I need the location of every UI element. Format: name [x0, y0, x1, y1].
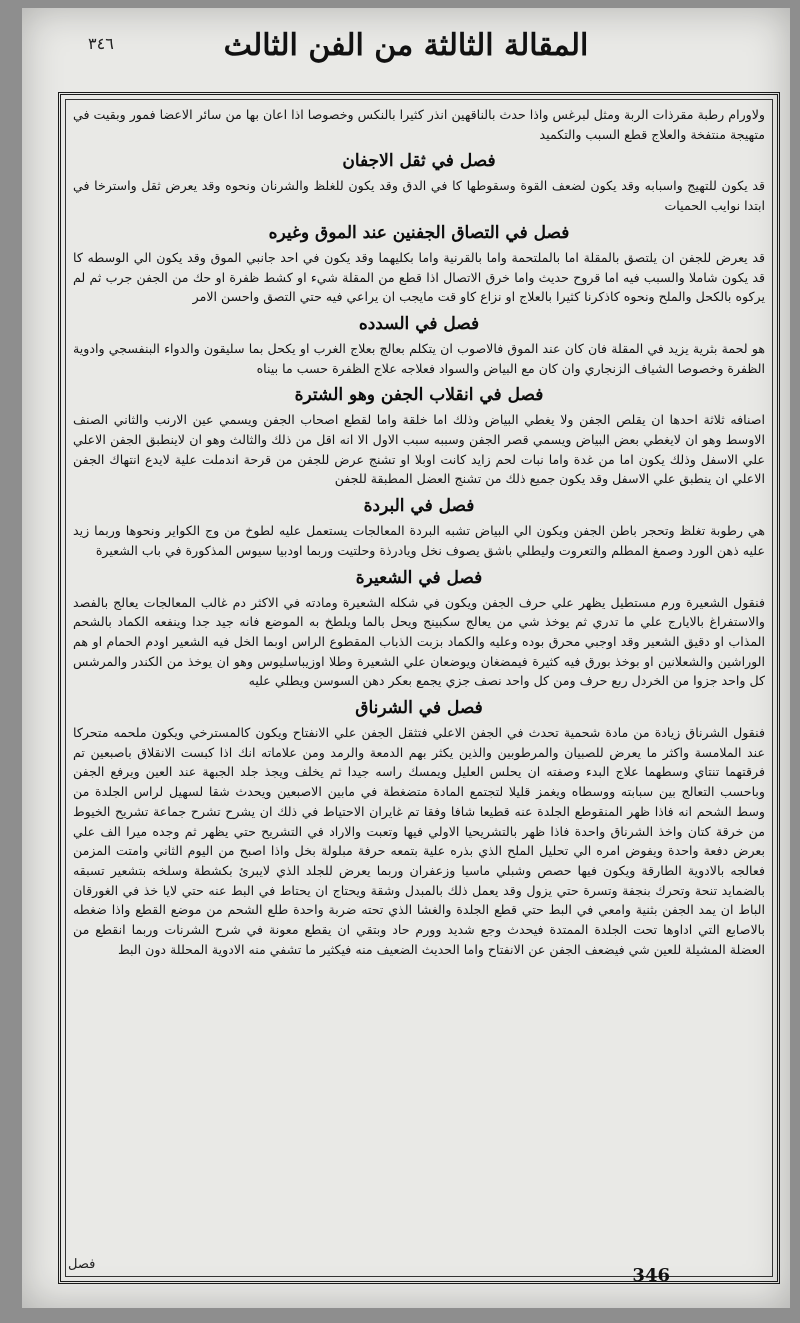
section-1 — [73, 148, 765, 215]
page-number-bottom: 346 — [632, 1265, 670, 1286]
section-heading: فصل في ثقل الاجفان — [342, 151, 496, 172]
section-7 — [73, 695, 765, 959]
section-heading: فصل في انقلاب الجفن وهو الشترة — [294, 385, 544, 406]
section-2 — [73, 220, 765, 307]
paragraph: قد يكون للتهيج واسبابه وقد يكون لضعف القوة وسقوطها كا في الدق وقد يكون للغلظ والشرنان ونحوه وقد يعرض ثقل واسترخا في ابتدا نوايب الحميات — [73, 178, 765, 214]
section-6 — [73, 565, 765, 692]
section-heading: فصل في الشرناق — [355, 698, 483, 719]
catchword: فصل — [68, 1257, 96, 1272]
running-head: المقالة الثالثة من الفن الثالث — [223, 28, 589, 63]
section-heading: فصل في الشعيرة — [355, 567, 483, 588]
page-body — [73, 105, 765, 1241]
section-heading: فصل في البردة — [363, 496, 475, 517]
paragraph: اصنافه ثلاثة احدها ان يقلص الجفن ولا يغطي البياض وذلك اما خلقة واما لقطع اصحاب الجفن ويسمي عين الارنب والثاني الصنف الاوسط وهو ان لايغطي بعض البياض ويسمي قصر الجفن وسببه سبب الاول الا انه اقل من ذلك والثالث وهو ان لاينطبق الجفن الاعلي علي الاسفل وذلك يكون اما من غدة واما نبات لحم زايد كانت اوبلا او تشنج عرض للجفن من قرحة اندملت علية لايدع انتهاك الجفن الاعلي ان ينطبق علي الاسفل وقد يكون جميع ذلك من تشنج العضل المطبقة للجفن — [73, 412, 765, 487]
page-number-top: ٣٤٦ — [88, 34, 114, 53]
paragraph: هي رطوبة تغلظ وتحجر باطن الجفن ويكون الي البياض تشبه البردة المعالجات يستعمل عليه لطوخ من وج الكواير ونحوها وربما زيد عليه ذهن الورد وصمغ المطلم والتعروت وليطلي باشق يصوف نخل ويادرذة وحلتيت وربما اودبيا سيوس المذكورة في باب الشعيرة — [73, 523, 765, 558]
paragraph: قد يعرض للجفن ان يلتصق بالمقلة اما بالملتحمة واما بالقرنية واما بكليهما وقد يكون في احد جانبي الموق وقد يكون الي الوسطه كا قد يكون شاملا والسبب فيه اما قروح حديث واما خرق الاتصال اذا قطع من المقلة شيء او كشط ظفرة او حك من الجفن جرب ثم لم يركوه بالكحل والملح ونحوه كاذكرنا كثيرا بالعلاج او نزاع كاو قت مايجب ان يراعي فيه حتي التصق واحسن الامر — [73, 249, 765, 305]
section-5 — [73, 493, 765, 560]
section-4 — [73, 382, 765, 489]
paragraph: ولاورام رطبة مقرذات الربة ومثل لبرغس واذا حدث بالناقهين انذر كثيرا بالنكس وخصوصا اذا اعان بها من سائر الاعضا فمور وبقيت في متهيجة منتفخة والعلاج قطع السبب والتكميد — [73, 107, 765, 142]
paragraph: فنقول الشعيرة ورم مستطيل يظهر علي حرف الجفن ويكون في شكله الشعيرة ومادته في الاكثر دم غالب المعالجات يعالج بالفصد والاستفراغ بالايارج علي ما تدري ثم يوخذ شي من يعالج سكبينج ويحل بالما ويلطخ به الموضع فانه جيد جدا وينفعه الكماد بالشحم المذاب او دقيق الشعير وقد اوجبي محرق بوده وعليه والكماد بزبت الذباب المقطوع الراس اوبما الخل فيه الشعير اودم الحمام او هم الوراشين والشعلانين او بوخذ بورق فيه كثيرة فيمضغان ويوضعان علي الشعيرة وطلا اوزيباسليوس وهو ان يوخذ من الكندر والمرشس كل واحد جزوا من الخردل ربع حرف ومن كل واحد نصف جزي يجمع بعكر دهن السوسن ويطلي عليه — [73, 594, 765, 689]
section-0 — [73, 105, 765, 144]
section-heading: فصل في التصاق الجفنين عند الموق وغيره — [268, 222, 570, 243]
paragraph: فنقول الشرناق زيادة من مادة شحمية تحدث في الجفن الاعلي فتثقل الجفن علي الانفتاح ويكون كالمسترخي ويكون ملحمه متحركا عند الملامسة واكثر ما يعرض للصبيان والمرطوبين والذين يكثر بهم الدمعة والرمد ومن علاماته انك اذا كبست الانقلاق باصبعين تم فرقتهما تنتاي وسطهما علاج البدء وصفته ان يحلس العليل ويمسك راسه جيدا ثم يخلف ويجذ جلد الجبهة عند العين ويرفع الجفن وباحسب التعالج بين سبابته ووسطاه ويغمز قليلا لتجتمع المادة متضغطة في مابين الاصبعين ويحدث شقا لسهيل لراس الجلدة من وسط الشحم انه فاذا ظهر المنقوطع الجلدة عنه قطيعا شافا وفقا تم غايران الاحتياط في ذلك ان يشرح تشرح جماعة تشريح الخيوط من خرقة كتان واخذ الشرناق واحدة فاذا ظهر بالتشريحيا الاولي فيها وتعبت والاراد في التشريح حتي يظهر ثم وجده ميرا الف علي بعرض دفعة واحدة ويفوض امره الي تحليل الملح الذي بذره علية بتمعه حرفة مبلولة بخل واذا اصبح من اليوم الثاني وامتت المزمن فعالجه بالادوية الطارقة ويكون فيها حصص وشبلي ماسيا وزعفران وربما يعرض للجلد الذي لايبرئ بكشطة وسلخه بتشعير تسبقه بالضمايد تنحة وتحرك بنجفة وتسرة حتي يزول وقد يعمل ذلك بالمبدل وشقة ويحتاج ان يحتاط في البط عنه حتي لايا خذ في الغورقان الباط ان يمد الجفن بثنية وامعي في البط حتي قطع الجلدة والغشا الذي تحته ضربة واحدة طلع الشحم من موضع القطع واذا ضغطه بالاصابع التي اداوها تحت الجلدة الممتدة فيحدث وجع شديد وورم حاد وبتقي ان يقطع معونة في شرح الشرنات وربما انقطع من العضلة المشيلة للعين شي فيضعف الجفن عن الانفتاح واما الحديث الضعيف منه فيكثير ما تشفي منه الادوية المحللة دون البط — [73, 725, 765, 957]
section-heading: فصل في السدده — [358, 313, 480, 334]
book-page — [22, 8, 790, 1308]
paragraph: هو لحمة بثرية يزيد في المقلة فان كان عند الموق فالاصوب ان يتكلم بعالج بعلاج الغرب او يكحل بما سليقون والدواء البنفسجي وادوية الظفرة وخصوصا الشياف الزنجاري وان كان مع البياض والسواد فعلاجه علاج الظفرة حسب ما بيناه — [73, 340, 765, 376]
section-3 — [73, 311, 765, 378]
text-frame — [58, 92, 780, 1284]
